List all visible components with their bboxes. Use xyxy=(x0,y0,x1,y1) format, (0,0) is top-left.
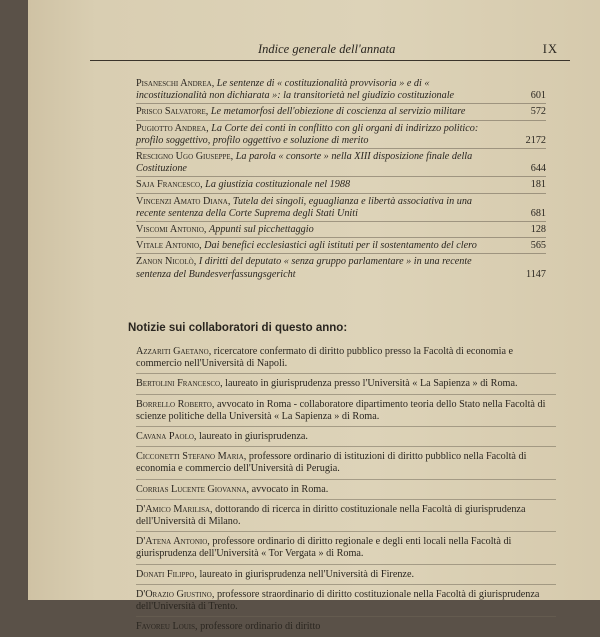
contributor-entry: D'Orazio Giustino, professore straordinario di diritto costituzionale nella Facoltà di giurisprudenza dell'Università di Trento. xyxy=(136,589,556,617)
contributor-name: Borrello Roberto xyxy=(136,398,212,410)
index-entry: Vitale Antonio, Dai benefici ecclesiastici agli istituti per il sostentamento del clero 565 xyxy=(136,240,546,252)
page-ref: 1147 xyxy=(526,268,546,280)
contributor-entry: Donati Filippo, laureato in giurisprudenza nell'Università di Firenze. xyxy=(136,569,556,585)
divider xyxy=(136,531,556,532)
contributor-entry: D'Atena Antonio, professore ordinario di diritto regionale e degli enti locali nella Facoltà di giurisprudenza dell'Università « Tor Vergata » di Roma. xyxy=(136,536,556,564)
index-entry: Zanon Nicolò, I diritti del deputato « senza gruppo parlamentare » in una recente sentenza del Bundesverfassungsgericht 1147 xyxy=(136,256,546,280)
page-ref: 601 xyxy=(530,90,546,102)
divider xyxy=(136,176,546,177)
contributor-entry: Borrello Roberto, avvocato in Roma - collaboratore dipartimento teoria dello Stato nella Facoltà di scienze politiche della Università « La Sapienza » di Roma. xyxy=(136,399,556,427)
contributor-name: Corrias Lucente Giovanna xyxy=(136,483,247,495)
index-entry: Viscomi Antonio, Appunti sul picchettaggio 128 xyxy=(136,224,546,236)
contributor-description: laureato in giurisprudenza presso l'Università « La Sapienza » di Roma. xyxy=(225,378,518,390)
index-entry: Rescigno Ugo Giuseppe, La parola « consorte » nella XIII disposizione finale della Costituzione 644 xyxy=(136,151,546,175)
index-entry: Prisco Salvatore, Le metamorfosi dell'obiezione di coscienza al servizio militare 572 xyxy=(136,106,546,118)
contributor-name: Cavana Paolo xyxy=(136,431,194,443)
divider xyxy=(136,148,546,149)
author-name: Pisaneschi Andrea xyxy=(136,78,212,89)
index-entry: Pugiotto Andrea, La Corte dei conti in conflitto con gli organi di indirizzo politico: profilo soggettivo, profilo oggettivo e soluzione di merito 2172 xyxy=(136,122,546,146)
page-ref: 644 xyxy=(530,163,546,175)
author-name: Vincenzi Amato Diana xyxy=(136,195,228,207)
author-name: Saja Francesco xyxy=(136,179,201,191)
contributor-name: Azzariti Gaetano xyxy=(136,346,209,357)
contributor-entry: Favoreu Louis, professore ordinario di diritto xyxy=(136,621,321,633)
contributor-description: professore ordinario di diritto regionale e degli enti locali nella Facoltà di giurisprudenza dell'Università « Tor Vergata » di Roma. xyxy=(136,536,512,560)
index-entry: Pisaneschi Andrea, Le sentenze di « costituzionalità provvisoria » e di « incostituzionalità non dichiarata »: la transitorietà nel giudizio costituzionale 601 xyxy=(136,78,546,102)
page-ref: 565 xyxy=(530,240,546,252)
author-name: Pugiotto Andrea xyxy=(136,122,207,134)
contributor-description: professore ordinario di istituzioni di diritto pubblico nella Facoltà di economia e commercio dell'Università di Perugia. xyxy=(136,451,527,475)
work-title: La parola « consorte » nella XIII disposizione finale della Costituzione xyxy=(136,151,473,175)
index-entry: Saja Francesco, La giustizia costituzionale nel 1988 181 xyxy=(136,179,546,191)
author-name: Viscomi Antonio xyxy=(136,224,204,236)
divider xyxy=(136,446,556,447)
contributor-description: laureato in giurisprudenza. xyxy=(199,431,308,443)
work-title: Dai benefici ecclesiastici agli istituti per il sostentamento del clero xyxy=(204,240,477,252)
author-name: Rescigno Ugo Giuseppe xyxy=(136,151,231,163)
divider xyxy=(136,237,546,238)
work-title: Le sentenze di « costituzionalità provvisoria » e di « incostituzionalità non dichiarata »: la transitorietà nel giudizio costituzionale xyxy=(136,78,455,102)
contributor-name: D'Orazio Giustino xyxy=(136,588,212,600)
work-title: La giustizia costituzionale nel 1988 xyxy=(205,179,351,191)
contributor-description: dottorando di ricerca in diritto costituzionale nella Facoltà di giurisprudenza dell'Università di Milano. xyxy=(136,503,526,528)
author-name: Vitale Antonio xyxy=(136,240,200,252)
page-ref: 572 xyxy=(530,106,546,118)
contributor-name: Donati Filippo xyxy=(136,568,195,580)
page-ref: 181 xyxy=(530,179,546,191)
work-title: Appunti sul picchettaggio xyxy=(209,224,314,236)
running-head xyxy=(90,40,570,61)
divider xyxy=(136,120,546,121)
contributor-name: Bertolini Francesco xyxy=(136,378,221,390)
contributor-name: D'Amico Marilisa xyxy=(136,503,211,515)
divider xyxy=(136,584,556,585)
contributor-description: laureato in giurisprudenza nell'Università di Firenze. xyxy=(199,568,415,580)
divider xyxy=(136,103,546,104)
work-title: Tutela dei singoli, eguaglianza e libertà associativa in una recente sentenza della Corte Suprema degli Stati Uniti xyxy=(136,195,473,219)
contributor-name: Favoreu Louis xyxy=(136,621,196,633)
page-number: IX xyxy=(542,42,558,56)
divider xyxy=(136,426,556,427)
contributor-entry: D'Amico Marilisa, dottorando di ricerca in diritto costituzionale nella Facoltà di giurisprudenza dell'Università di Milano. xyxy=(136,504,556,532)
divider xyxy=(136,479,556,480)
divider xyxy=(136,394,556,395)
index-list xyxy=(136,78,546,282)
index-entry: Vincenzi Amato Diana, Tutela dei singoli, eguaglianza e libertà associativa in una recente sentenza della Corte Suprema degli Stati Uniti 681 xyxy=(136,195,546,219)
page-ref: 2172 xyxy=(525,134,546,146)
contributor-description: professore straordinario di diritto costituzionale nella Facoltà di giurisprudenza dell'Università di Trento. xyxy=(136,588,540,613)
contributor-entry: Bertolini Francesco, laureato in giurisprudenza presso l'Università « La Sapienza » di Roma. xyxy=(136,378,556,394)
contributor-entry: Cicconetti Stefano Maria, professore ordinario di istituzioni di diritto pubblico nella Facoltà di economia e commercio dell'Università di Perugia. xyxy=(136,451,556,479)
contributor-description: avvocato in Roma. xyxy=(251,483,329,495)
contributor-entry: Azzariti Gaetano, ricercatore confermato di diritto pubblico presso la Facoltà di economia e commercio nell'Università di Napoli. xyxy=(136,346,556,374)
divider xyxy=(136,253,546,254)
contributor-description: avvocato in Roma - collaboratore dipartimento teoria dello Stato nella Facoltà di scienze politiche della Università « La Sapienza » di Roma. xyxy=(136,398,546,422)
work-title: Le metamorfosi dell'obiezione di coscienza al servizio militare xyxy=(210,106,466,118)
divider xyxy=(136,499,556,500)
contributor-description: ricercatore confermato di diritto pubblico presso la Facoltà di economia e commercio nell'Università di Napoli. xyxy=(136,346,514,370)
contributor-description: professore ordinario di diritto xyxy=(200,621,321,633)
divider xyxy=(136,616,556,617)
page-ref: 128 xyxy=(530,224,546,236)
contributor-entry: Cavana Paolo, laureato in giurisprudenza. xyxy=(136,431,556,447)
author-name: Prisco Salvatore xyxy=(136,106,206,118)
divider xyxy=(136,373,556,374)
work-title: I diritti del deputato « senza gruppo parlamentare » in una recente sentenza del Bundesverfassungsgericht xyxy=(136,256,472,280)
contributor-entry: Corrias Lucente Giovanna, avvocato in Roma. xyxy=(136,484,556,500)
divider xyxy=(136,221,546,222)
section-heading: Notizie sui collaboratori di questo anno: xyxy=(128,322,348,334)
book-page xyxy=(28,0,600,633)
contributor-name: Cicconetti Stefano Maria xyxy=(136,451,244,463)
work-title: La Corte dei conti in conflitto con gli organi di indirizzo politico: profilo soggettivo, profilo oggettivo e soluzione di merito xyxy=(136,122,479,146)
divider xyxy=(136,193,546,194)
author-name: Zanon Nicolò xyxy=(136,256,194,268)
contributor-name: D'Atena Antonio xyxy=(136,536,208,548)
contributors-list xyxy=(136,346,556,637)
page-ref: 681 xyxy=(530,207,546,219)
divider xyxy=(136,564,556,565)
running-title: Indice generale dell'annata xyxy=(258,42,396,56)
